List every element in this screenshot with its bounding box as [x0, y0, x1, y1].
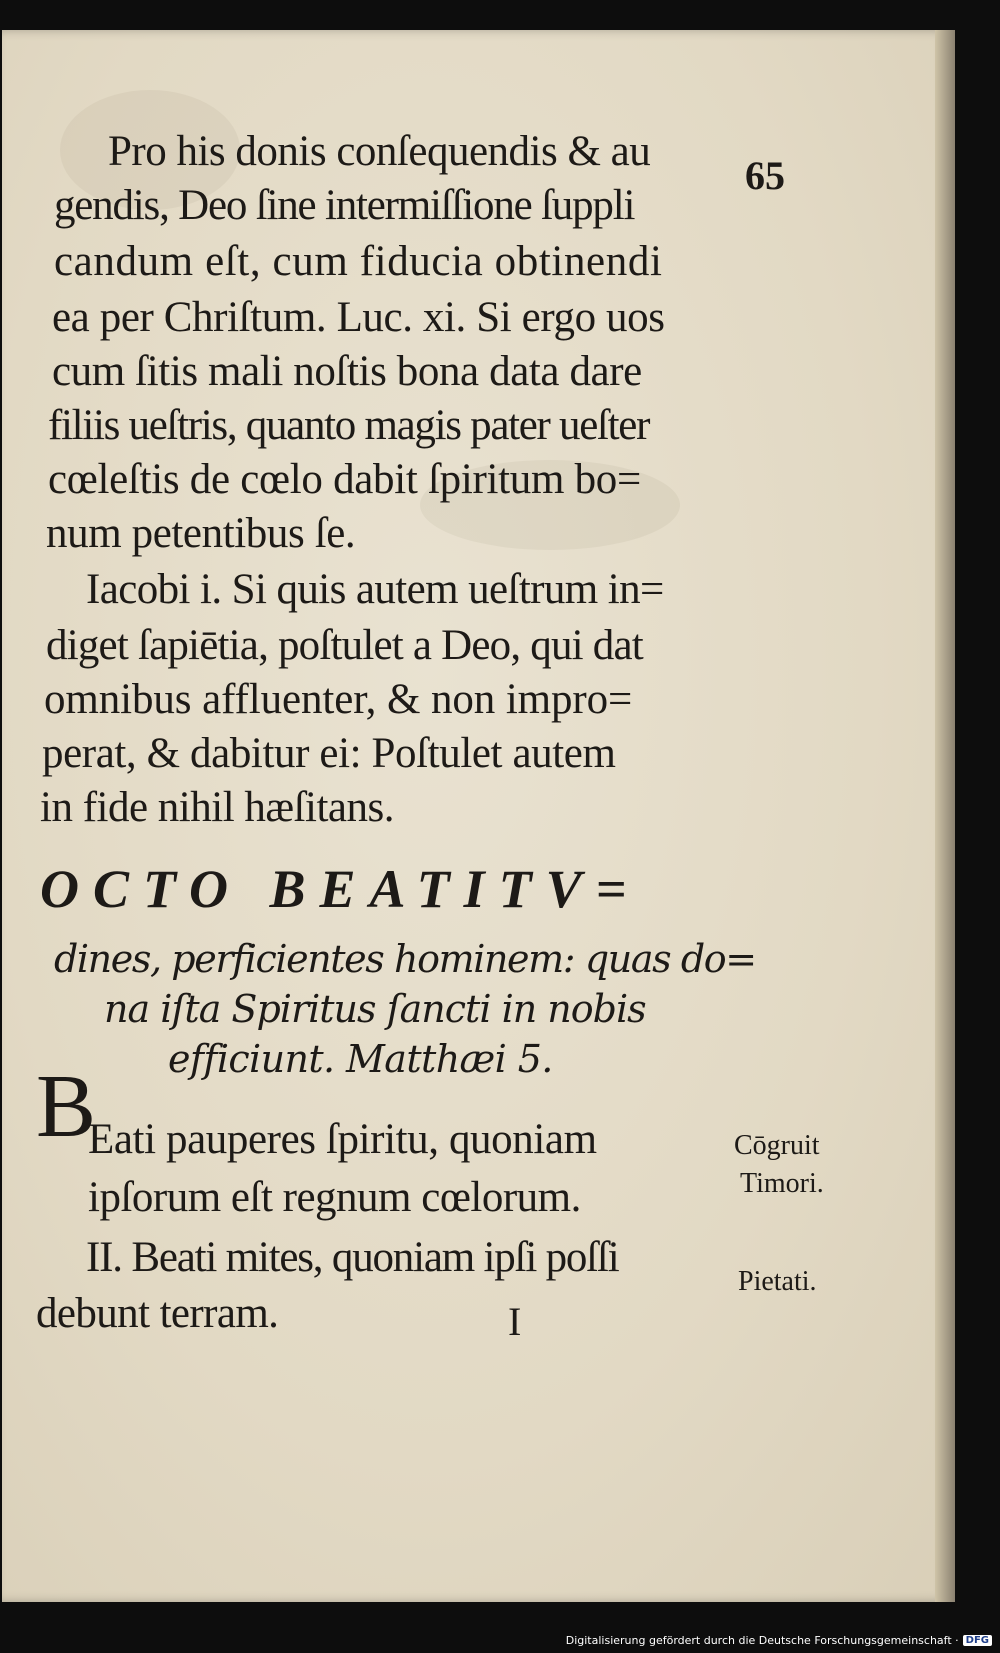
margin-note: Cōgruit — [734, 1130, 820, 1161]
dfg-logo: DFG — [963, 1635, 992, 1646]
credit-text: Digitalisierung gefördert durch die Deutsche Forschungsgemeinschaft · — [565, 1634, 959, 1647]
text-line: omnibus affluenter, & non impro= — [44, 676, 633, 723]
text-line: cœleſtis de cœlo dabit ſpiritum bo= — [48, 456, 641, 503]
section-heading-caps: OCTO BEATITV= — [40, 859, 641, 919]
signature-mark: I — [508, 1299, 522, 1344]
margin-note: Timori. — [740, 1168, 824, 1199]
section-heading-line: dines, perficientes hominem: quas do= — [54, 937, 756, 981]
text-line: Iacobi i. Si quis autem ueſtrum in= — [86, 566, 664, 613]
text-line: in fide nihil hæſitans. — [40, 784, 394, 831]
text-line: candum eſt, cum fiducia obtinendi — [54, 238, 663, 285]
digitization-credit — [566, 1634, 992, 1647]
text-line: ea per Chriſtum. Luc. xi. Si ergo uos — [52, 294, 665, 341]
text-line: diget ſapiētia, poſtulet a Deo, qui dat — [46, 622, 643, 669]
margin-note: Pietati. — [738, 1266, 817, 1297]
text-line: cum ſitis mali noſtis bona data dare — [52, 348, 642, 395]
text-line: II. Beati mites, quoniam ipſi poſſi — [86, 1234, 619, 1281]
text-line: Eati pauperes ſpiritu, quoniam — [88, 1116, 597, 1163]
text-line: gendis, Deo ſine intermiſſione ſuppli — [54, 182, 635, 229]
section-heading-line: na iſta Spiritus ſancti in nobis — [104, 987, 646, 1031]
drop-cap: B — [36, 1057, 97, 1156]
text-line: debunt terram. — [36, 1290, 279, 1337]
text-line: num petentibus ſe. — [46, 510, 356, 557]
section-heading-line: efficiunt. Matthæi 5. — [168, 1037, 553, 1081]
text-line: perat, & dabitur ei: Poſtulet autem — [42, 730, 616, 777]
page-number: 65 — [745, 153, 785, 198]
text-line: Pro his donis conſequendis & au — [108, 128, 651, 175]
text-line: ipſorum eſt regnum cœlorum. — [88, 1174, 581, 1221]
text-line: filiis ueſtris, quanto magis pater ueſter — [48, 402, 650, 449]
